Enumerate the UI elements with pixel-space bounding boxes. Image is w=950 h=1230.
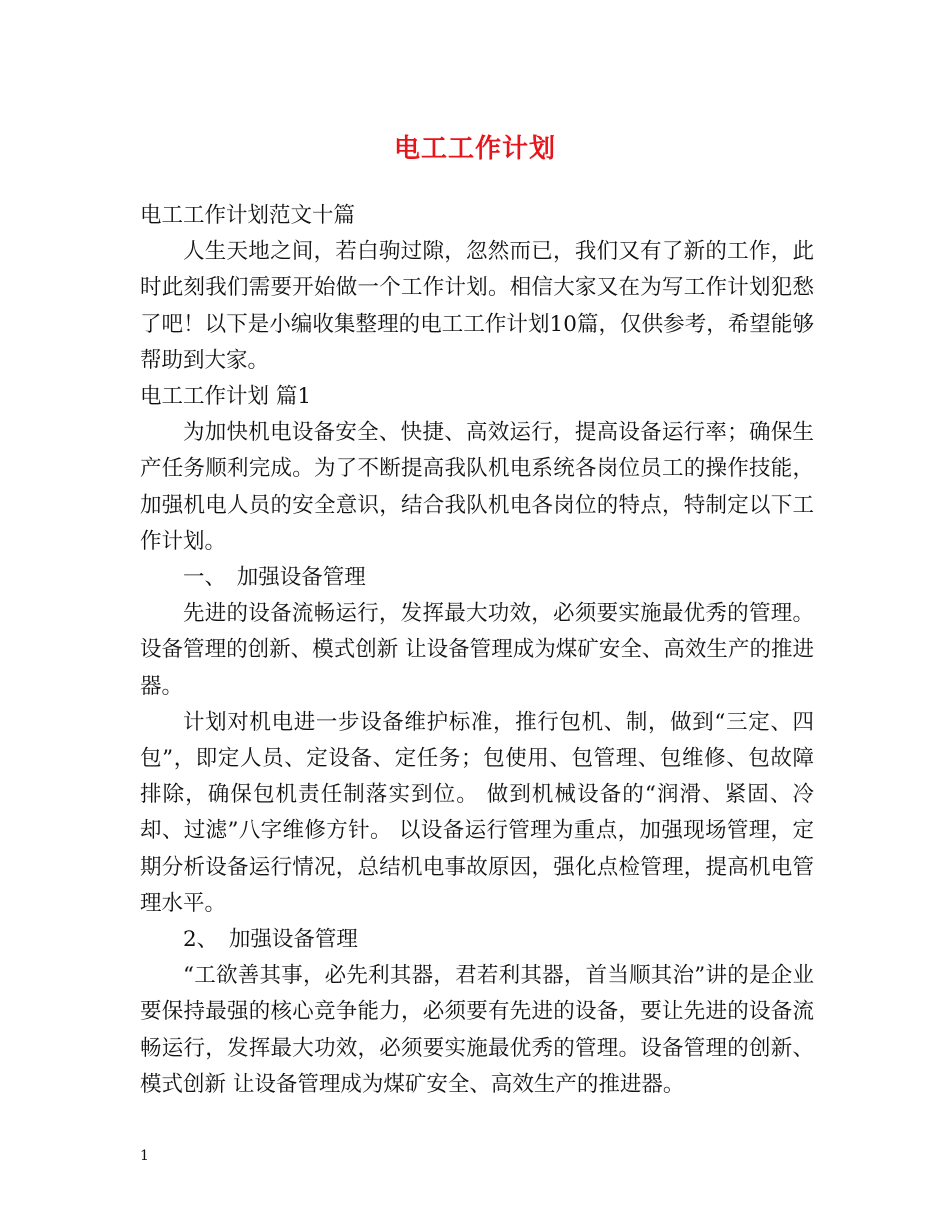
intro-paragraph: 人生天地之间，若白驹过隙，忽然而已，我们又有了新的工作，此时此刻我们需要开始做一个工作计划。相信大家又在为写工作计划犯愁了吧！以下是小编收集整理的电工工作计划10篇，仅供参考，希望能够帮助到大家。	[140, 239, 814, 373]
document-subtitle: 电工工作计划范文十篇	[140, 203, 356, 228]
page-number: 1	[140, 1148, 149, 1164]
document-body	[140, 198, 814, 1103]
page-title: 电工工作计划	[393, 134, 556, 164]
paragraph-purpose: 为加快机电设备安全、快捷、高效运行，提高设备运行率；确保生产任务顺利完成。为了不断提高我队机电系统各岗位员工的操作技能，加强机电人员的安全意识，结合我队机电各岗位的特点，特制定以下工作计划。	[140, 420, 814, 554]
item-1-heading: 一、 加强设备管理	[183, 565, 366, 591]
paragraph-maintenance-plan: 计划对机电进一步设备维护标准，推行包机、制，做到“三定、四包”，即定人员、定设备、定任务；包使用、包管理、包维修、包故障排除，确保包机责任制落实到位。 做到机械设备的“润滑、紧固、冷却、过滤”八字维修方针。 以设备运行管理为重点，加强现场管理，定期分析设备运行情况，总结机电事故原因，强化点检管理，提高机电管理水平。	[140, 709, 814, 916]
section-heading: 电工工作计划 篇1	[140, 384, 312, 410]
paragraph-equipment-quote: “工欲善其事，必先利其器，君若利其器，首当顺其治”讲的是企业要保持最强的核心竞争能力，必须要有先进的设备，要让先进的设备流畅运行，发挥最大功效，必须要实施最优秀的管理。设备管理的创新、模式创新 让设备管理成为煤矿安全、高效生产的推进器。	[140, 963, 814, 1097]
item-2-heading: 2、 加强设备管理	[183, 927, 358, 953]
paragraph-management: 先进的设备流畅运行，发挥最大功效，必须要实施最优秀的管理。设备管理的创新、模式创新 让设备管理成为煤矿安全、高效生产的推进器。	[140, 601, 814, 699]
